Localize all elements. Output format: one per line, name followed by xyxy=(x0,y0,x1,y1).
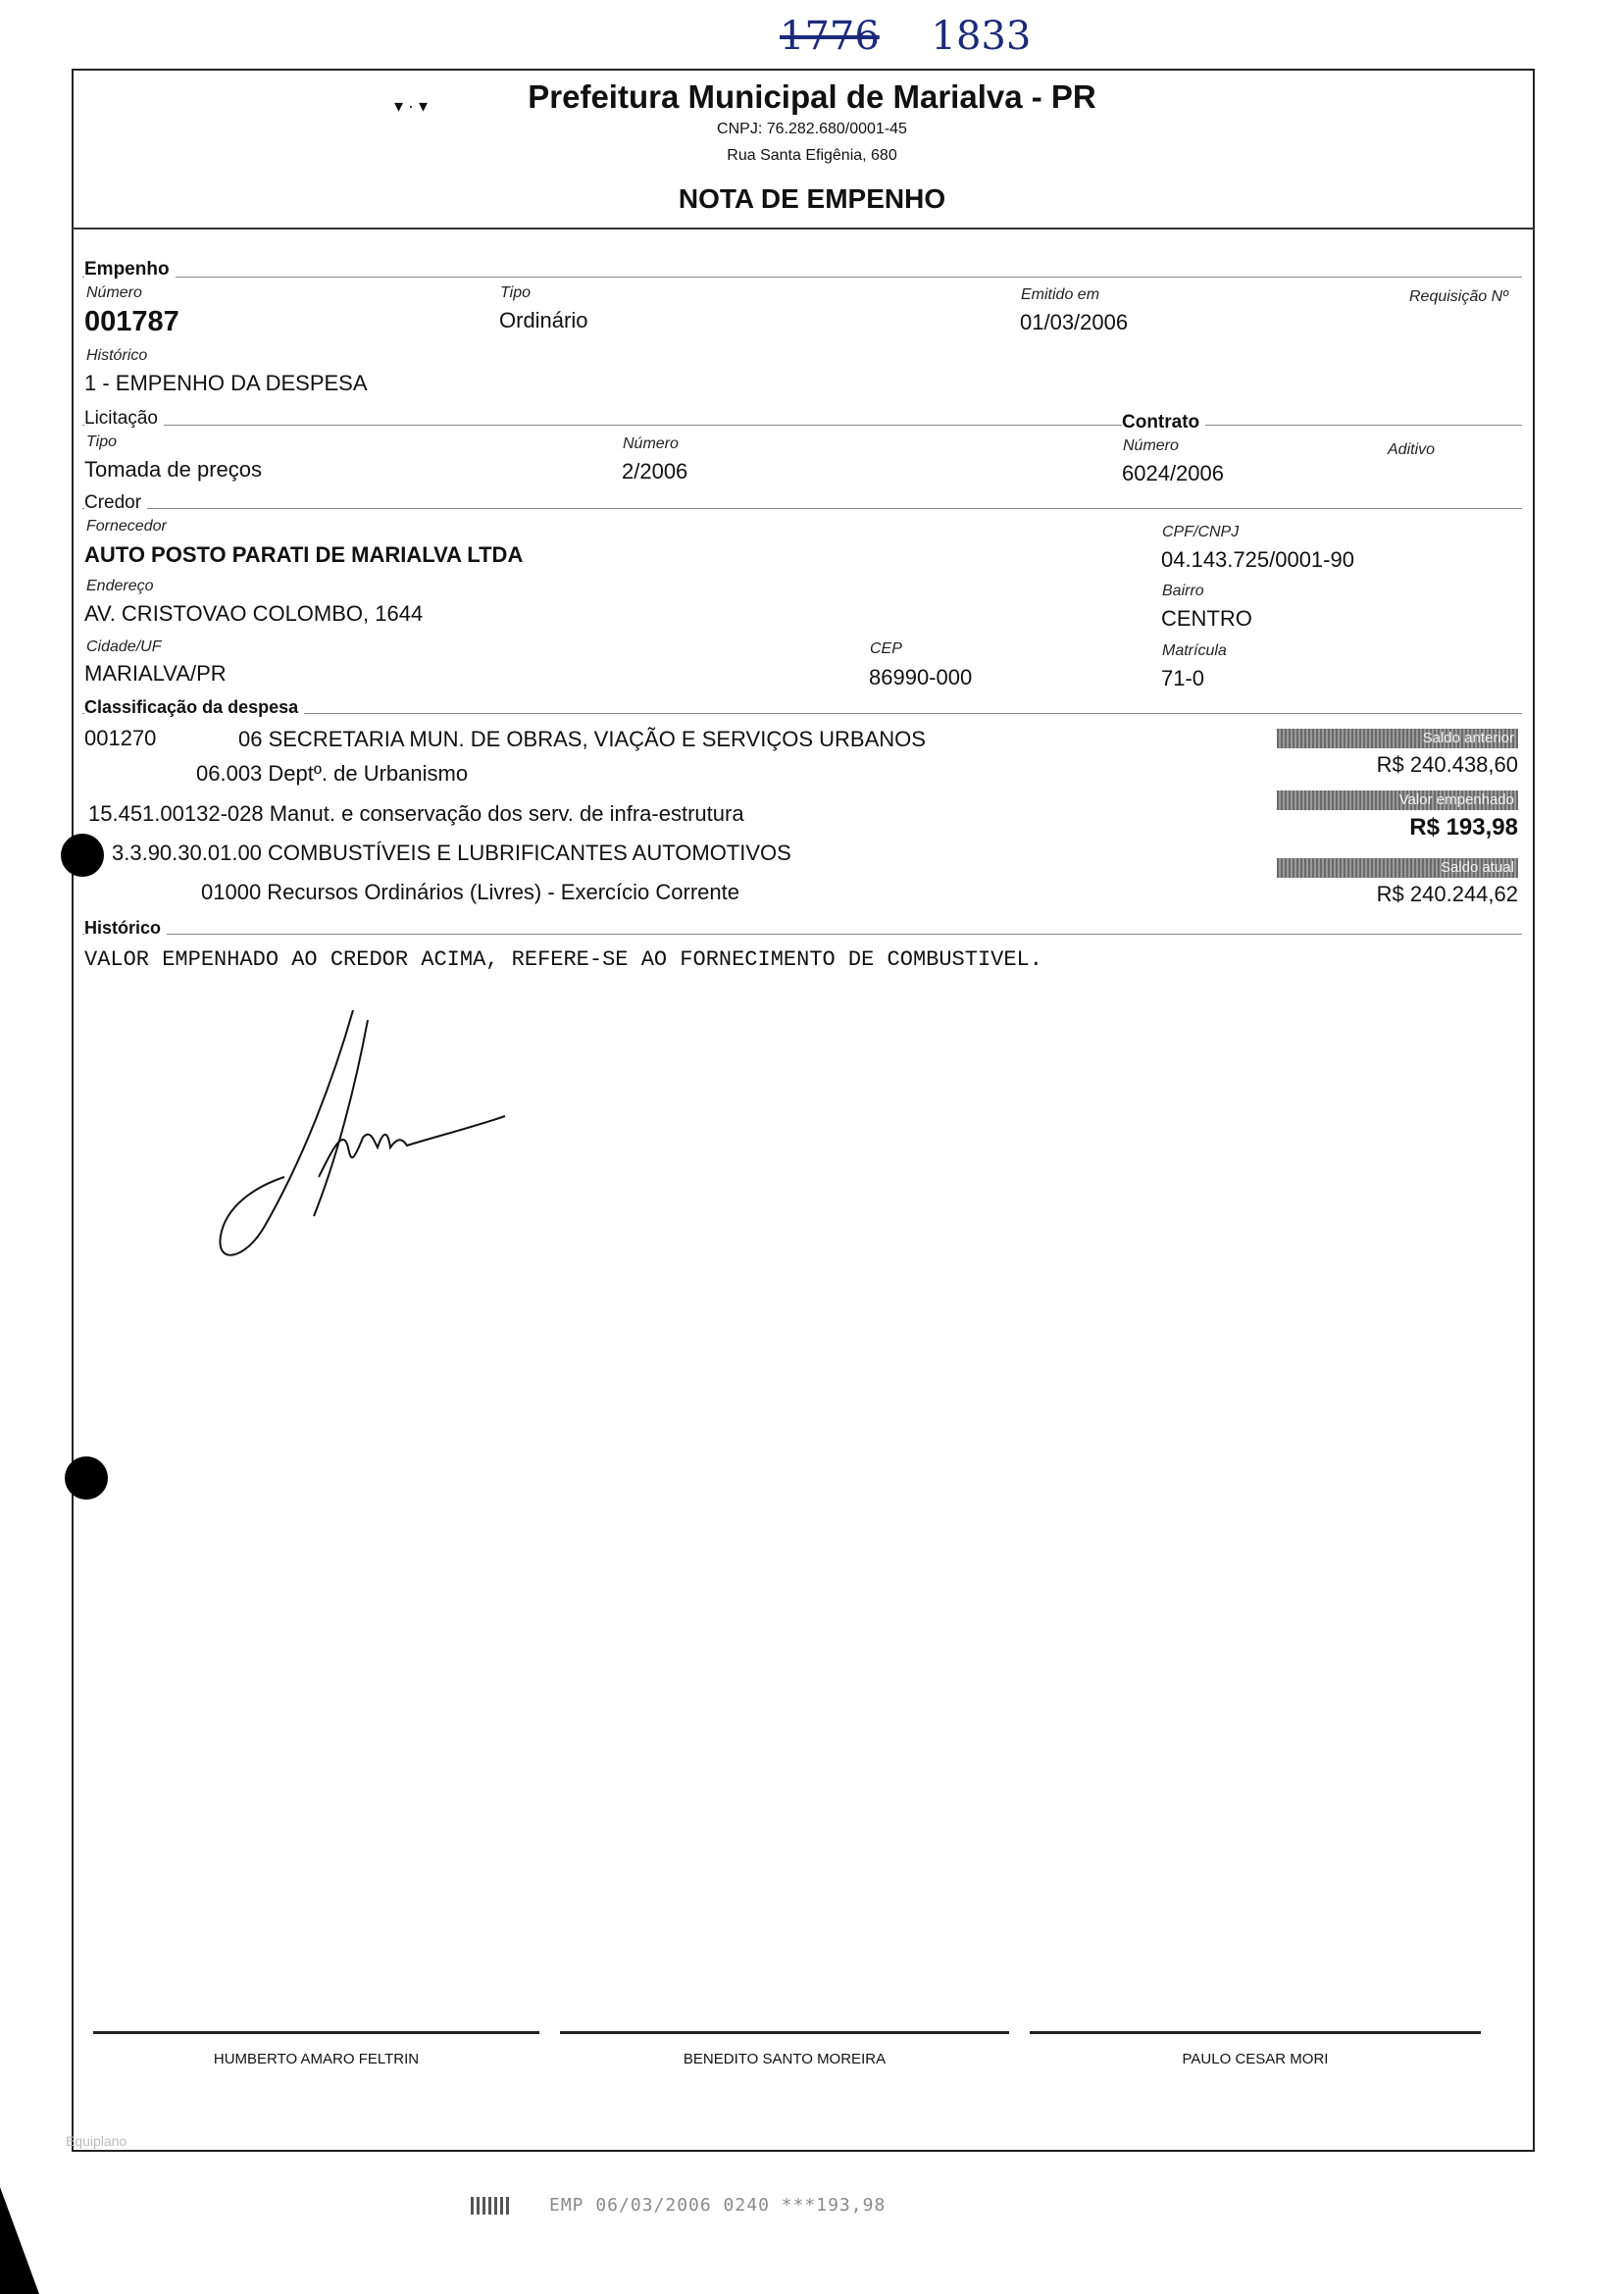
secretaria: 06 SECRETARIA MUN. DE OBRAS, VIAÇÃO E SERVIÇOS URBANOS xyxy=(238,727,926,751)
credor-section: Credor xyxy=(84,492,147,514)
classificacao-section: Classificação da despesa xyxy=(84,697,304,718)
aditivo-label: Aditivo xyxy=(1388,441,1436,458)
empenho-section: Empenho xyxy=(84,259,176,280)
licitacao-numero: 2/2006 xyxy=(622,459,688,484)
historico-section: Histórico xyxy=(84,918,167,939)
empenho-numero: 001787 xyxy=(84,306,179,337)
signature-name-2: BENEDITO SANTO MOREIRA xyxy=(683,2051,887,2067)
matricula-label: Matrícula xyxy=(1162,642,1227,659)
contrato-numero: 6024/2006 xyxy=(1122,461,1224,485)
struck-number: 1776 xyxy=(780,14,880,59)
cpf-value: 04.143.725/0001-90 xyxy=(1161,547,1354,572)
historico-rule xyxy=(82,934,1522,935)
handwritten-number xyxy=(780,14,1031,59)
valor-empenhado: R$ 193,98 xyxy=(1409,814,1518,841)
credor-rule xyxy=(82,508,1522,509)
endereco-label: Endereço xyxy=(86,578,154,594)
saldo-atual-label: Saldo atual xyxy=(1277,858,1518,878)
emitido-date: 01/03/2006 xyxy=(1020,310,1129,334)
empenho-historico: 1 - EMPENHO DA DESPESA xyxy=(84,371,368,395)
stamp-icon xyxy=(471,2197,510,2215)
requisicao-label: Requisição Nº xyxy=(1409,288,1508,305)
signature-name-3: PAULO CESAR MORI xyxy=(1182,2051,1329,2067)
saldo-anterior-label: Saldo anterior xyxy=(1277,729,1518,748)
classificacao-code: 001270 xyxy=(84,726,157,750)
cpf-label: CPF/CNPJ xyxy=(1162,524,1240,540)
licitacao-section: Licitação xyxy=(84,408,164,430)
valor-empenhado-label: Valor empenhado xyxy=(1277,790,1518,810)
cep-label: CEP xyxy=(870,640,902,657)
empenho-tipo: Ordinário xyxy=(499,308,588,332)
punch-hole-bottom xyxy=(65,1456,108,1500)
signature-name-1: HUMBERTO AMARO FELTRIN xyxy=(213,2051,420,2067)
handwritten-signature xyxy=(196,991,530,1275)
page-title: Prefeitura Municipal de Marialva - PR xyxy=(528,78,1096,115)
licitacao-tipo-label: Tipo xyxy=(86,433,117,450)
punch-hole-top xyxy=(61,834,104,877)
empenho-tipo-label: Tipo xyxy=(500,284,531,301)
matricula-value: 71-0 xyxy=(1161,666,1205,690)
licitacao-numero-label: Número xyxy=(623,435,679,452)
signature-line-2 xyxy=(560,2031,1009,2034)
programa: 15.451.00132-028 Manut. e conservação dos serv. de infra-estrutura xyxy=(88,801,744,826)
empenho-historico-label: Histórico xyxy=(86,347,148,364)
signature-line-1 xyxy=(93,2031,539,2034)
header-marks: ▾ · ▾ xyxy=(394,96,429,116)
emitido-label: Emitido em xyxy=(1021,286,1100,303)
current-number: 1833 xyxy=(931,14,1032,59)
fornecedor-name: AUTO POSTO PARATI DE MARIALVA LTDA xyxy=(84,542,524,567)
doc-title: NOTA DE EMPENHO xyxy=(678,183,946,214)
bairro-value: CENTRO xyxy=(1161,606,1252,631)
contrato-section: Contrato xyxy=(1122,412,1205,433)
departamento: 06.003 Deptº. de Urbanismo xyxy=(196,761,469,786)
cidade-value: MARIALVA/PR xyxy=(84,661,227,686)
header-cnpj: CNPJ: 76.282.680/0001-45 xyxy=(717,121,907,137)
footer-corner-label: Equiplano xyxy=(66,2133,127,2149)
historico-text: VALOR EMPENHADO AO CREDOR ACIMA, REFERE-SE AO FORNECIMENTO DE COMBUSTIVEL. xyxy=(84,947,1042,972)
contrato-numero-label: Número xyxy=(1123,437,1179,454)
bairro-label: Bairro xyxy=(1162,583,1204,599)
recurso: 01000 Recursos Ordinários (Livres) - Exercício Corrente xyxy=(201,880,739,904)
endereco-value: AV. CRISTOVAO COLOMBO, 1644 xyxy=(84,601,424,626)
empenho-rule xyxy=(82,277,1522,278)
signature-line-3 xyxy=(1030,2031,1481,2034)
licitacao-rule xyxy=(82,425,1522,426)
saldo-atual: R$ 240.244,62 xyxy=(1376,882,1518,906)
receipt-stamp: EMP 06/03/2006 0240 ***193,98 xyxy=(549,2195,887,2216)
fornecedor-label: Fornecedor xyxy=(86,518,167,535)
cidade-label: Cidade/UF xyxy=(86,638,162,655)
page-fold xyxy=(0,2187,39,2294)
licitacao-tipo: Tomada de preços xyxy=(84,457,262,482)
empenho-numero-label: Número xyxy=(86,284,142,301)
elemento: 3.3.90.30.01.00 COMBUSTÍVEIS E LUBRIFICANTES AUTOMOTIVOS xyxy=(112,841,791,865)
saldo-anterior: R$ 240.438,60 xyxy=(1376,752,1518,777)
header-divider xyxy=(72,228,1535,229)
cep-value: 86990-000 xyxy=(869,665,973,689)
header-address: Rua Santa Efigênia, 680 xyxy=(727,147,897,164)
